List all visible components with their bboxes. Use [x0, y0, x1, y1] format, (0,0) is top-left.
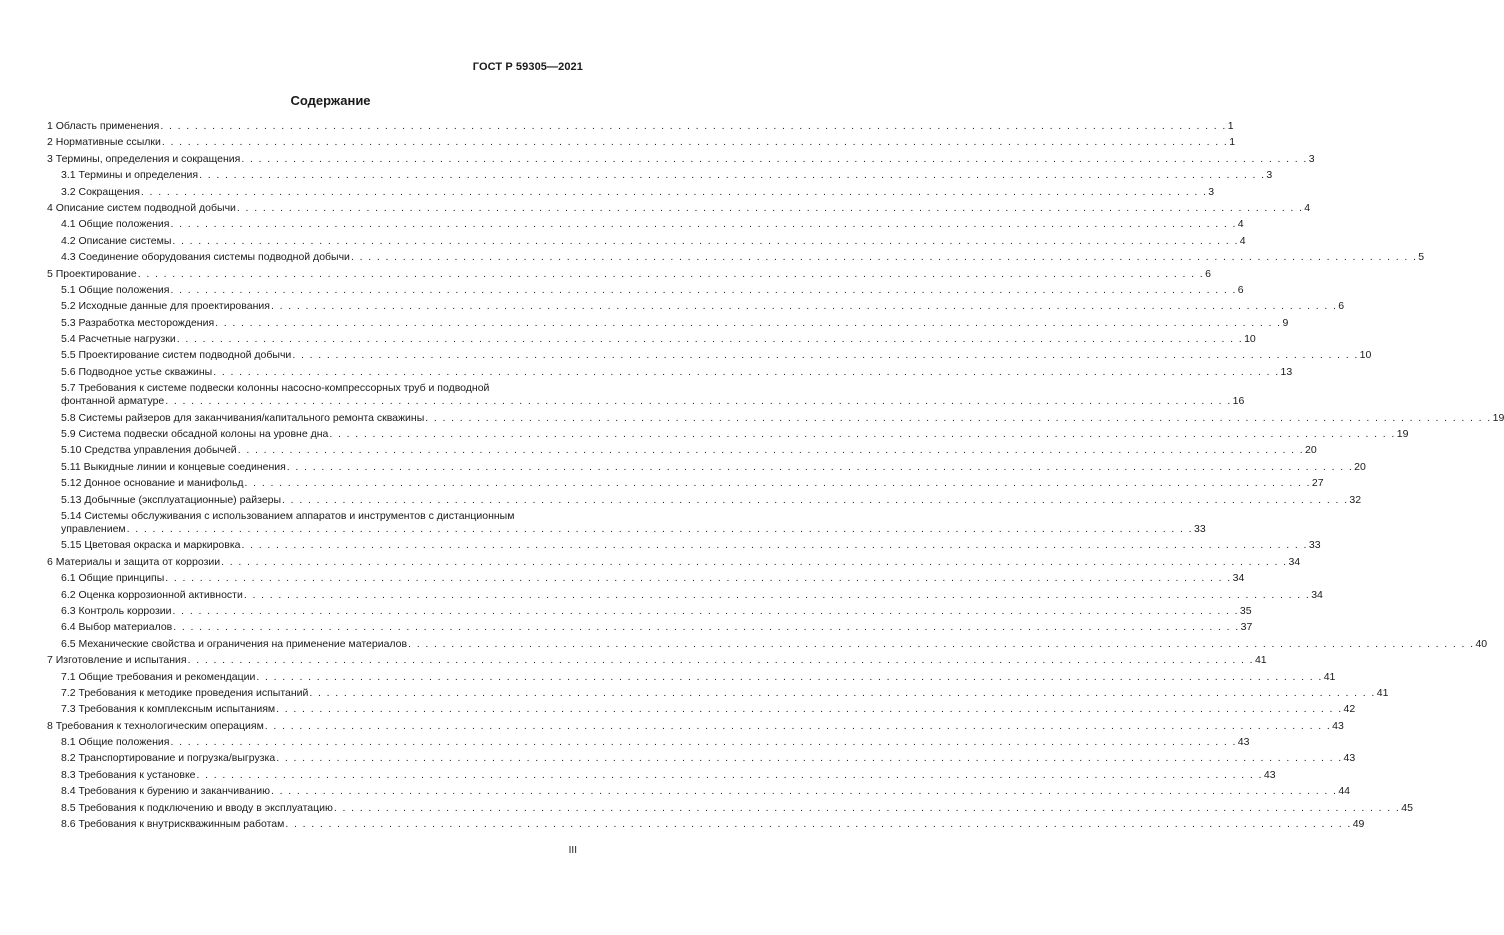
toc-entry[interactable] [47, 719, 1344, 733]
toc-entry[interactable] [47, 120, 1234, 133]
toc-entry-page: 1 [1227, 120, 1234, 132]
toc-entry-title: 5.13 Добычные (эксплуатационные) райзеры [61, 493, 282, 506]
toc-entry-title: 8.1 Общие положения [61, 736, 170, 749]
toc-entry[interactable] [47, 234, 1246, 248]
dot-leader [271, 785, 1337, 798]
dot-leader [173, 605, 1239, 618]
toc-entry-title: 1 Область применения [47, 120, 160, 132]
dot-leader [199, 169, 1265, 182]
toc-entry-page: 19 [1396, 428, 1409, 441]
standard-code: ГОСТ Р 59305—2021 [472, 61, 583, 73]
dot-leader [177, 333, 1243, 346]
toc-entry-title: 4.3 Соединение оборудования системы подводной добычи [61, 251, 350, 264]
toc-entry-title: 5.10 Средства управления добычей [61, 444, 237, 457]
toc-entry-page: 20 [1354, 460, 1366, 473]
toc-entry-title: 8.3 Требования к установке [61, 768, 196, 781]
dot-leader [241, 153, 1307, 166]
toc-entry-title: 3 Термины, определения и сокращения [47, 152, 241, 165]
toc-entry-page: 34 [1288, 555, 1301, 568]
toc-entry[interactable] [47, 316, 1289, 330]
toc-entry[interactable] [47, 736, 1250, 749]
toc-entry-page: 33 [1194, 522, 1206, 535]
toc-entry-page: 45 [1401, 801, 1413, 814]
toc-entry-title: 5.9 Система подвески обсадной колоны на уровне дна [61, 428, 329, 441]
dot-leader [309, 687, 1375, 700]
toc-entry-title: 6.4 Выбор материалов [61, 621, 173, 634]
toc-entry-title: 5.11 Выкидные линии и концевые соединения [61, 460, 286, 473]
dot-leader [242, 539, 1308, 552]
toc-entry-page: 41 [1376, 686, 1389, 699]
toc-entry-page: 6 [1338, 300, 1345, 313]
toc-entry[interactable] [47, 349, 1372, 362]
dot-leader [334, 802, 1400, 815]
dot-leader [162, 136, 1228, 149]
dot-leader [329, 428, 1395, 441]
toc-entry-page: 1 [1229, 136, 1236, 149]
toc-entry[interactable] [47, 267, 1211, 281]
toc-entry[interactable] [47, 555, 1301, 569]
toc-entry-page: 49 [1352, 818, 1365, 831]
toc-entry-page: 37 [1240, 621, 1253, 634]
dot-leader [282, 494, 1348, 507]
toc-entry-page: 10 [1244, 333, 1256, 346]
dot-leader [276, 752, 1342, 765]
toc-entry[interactable] [47, 201, 1311, 215]
dot-leader [165, 572, 1231, 585]
toc-entry-title: 5.3 Разработка месторождения [61, 316, 215, 329]
toc-entry-title: 8.6 Требования к внутрискважинным работам [61, 818, 285, 831]
toc-entry[interactable] [47, 460, 1366, 474]
toc-entry-page: 42 [1343, 703, 1356, 716]
toc-entry-title: 4.2 Описание системы [61, 234, 172, 247]
toc-entry-page: 10 [1359, 349, 1372, 362]
toc-entry-page: 5 [1418, 251, 1425, 264]
toc-entry[interactable] [47, 382, 1245, 408]
toc-entry-page: 33 [1308, 539, 1321, 552]
toc-entry-page: 43 [1263, 768, 1276, 781]
toc-entry-page: 3 [1308, 152, 1315, 165]
dot-leader [197, 769, 1263, 782]
toc-entry-page: 41 [1254, 654, 1267, 667]
toc-entry-title: 6.2 Оценка коррозионной активности [61, 588, 243, 601]
toc-entry-title: 5.14 Системы обслуживания с использованием аппаратов и инструментов с дистанционным [61, 509, 515, 522]
toc-entry[interactable] [47, 588, 1323, 602]
dot-leader [244, 589, 1310, 602]
toc-entry[interactable] [47, 169, 1273, 182]
dot-leader [165, 395, 1231, 408]
dot-leader [188, 654, 1254, 667]
toc-entry-title: 5.1 Общие положения [61, 283, 170, 296]
toc-entry-page: 34 [1232, 572, 1245, 585]
toc-entry[interactable] [47, 785, 1351, 798]
toc-entry-title: 8.2 Транспортирование и погрузка/выгрузка [61, 752, 276, 765]
toc-entry-page: 27 [1311, 477, 1324, 490]
dot-leader [265, 720, 1331, 733]
dot-leader [292, 349, 1358, 362]
toc-entry-title: 5.6 Подводное устье скважины [61, 365, 213, 378]
dot-leader [425, 412, 1491, 425]
toc-entry[interactable] [47, 185, 1215, 199]
toc-entry-title: 5.5 Проектирование систем подводной добычи [61, 349, 292, 362]
toc-entry[interactable] [47, 493, 1362, 507]
toc-entry[interactable] [47, 539, 1321, 552]
dot-leader [170, 218, 1236, 231]
toc-entry-page: 43 [1332, 719, 1344, 732]
toc-entry-page: 3 [1208, 185, 1215, 198]
toc-entry-page: 4 [1239, 234, 1246, 247]
toc-entry-title-continued: фонтанной арматуре [61, 395, 165, 408]
toc-entry-title: 6.3 Контроль коррозии [61, 604, 172, 617]
toc-entry-page: 19 [1492, 411, 1504, 424]
toc-entry-title: 3.1 Термины и определения [61, 169, 199, 182]
toc-entry-title: 7 Изготовление и испытания [47, 654, 187, 667]
toc-entry[interactable] [47, 152, 1315, 166]
toc-entry-title: 5.2 Исходные данные для проектирования [61, 300, 270, 313]
toc-entry[interactable] [47, 411, 1504, 425]
toc-entry-page: 6 [1205, 267, 1211, 280]
toc-entry-title: 8.5 Требования к подключению и вводу в эксплуатацию [61, 801, 333, 814]
toc-entry-page: 4 [1304, 201, 1311, 214]
toc-entry-title: 5.7 Требования к системе подвески колонны насосно-компрессорных труб и подводной [61, 382, 490, 395]
dot-leader [160, 120, 1226, 133]
toc-entry[interactable] [47, 768, 1276, 782]
dot-leader [141, 186, 1207, 199]
toc-entry-title: 3.2 Сокращения [61, 185, 140, 198]
toc-entry-title: 5.8 Системы райзеров для заканчивания/капитального ремонта скважины [61, 411, 425, 424]
table-of-contents [47, 120, 1504, 834]
toc-entry-page: 34 [1311, 588, 1323, 601]
dot-leader [276, 703, 1342, 716]
toc-entry-page: 43 [1237, 736, 1250, 749]
toc-entry-page: 41 [1323, 670, 1336, 683]
toc-entry-title: 2 Нормативные ссылки [47, 136, 161, 149]
toc-entry-page: 13 [1280, 365, 1293, 378]
toc-entry-title: 7.2 Требования к методике проведения испытаний [61, 686, 309, 699]
toc-entry[interactable] [47, 654, 1267, 667]
toc-entry-title: 4.1 Общие положения [61, 218, 170, 231]
toc-entry[interactable] [47, 428, 1409, 441]
toc-entry-title: 8.4 Требования к бурению и заканчиванию [61, 785, 270, 798]
dot-leader [238, 444, 1304, 457]
toc-entry[interactable] [47, 703, 1356, 716]
toc-entry-title: 7.1 Общие требования и рекомендации [61, 670, 256, 683]
toc-entry[interactable] [47, 621, 1253, 634]
toc-entry[interactable] [47, 136, 1236, 149]
toc-entry[interactable] [47, 752, 1356, 765]
toc-entry[interactable] [47, 670, 1336, 684]
toc-entry-title: 4 Описание систем подводной добычи [47, 201, 236, 214]
toc-entry[interactable] [47, 818, 1365, 831]
dot-leader [215, 317, 1281, 330]
toc-entry-title: 6 Материалы и защита от коррозии [47, 555, 221, 568]
toc-entry[interactable] [47, 572, 1245, 585]
dot-leader [287, 461, 1353, 474]
toc-entry-page: 4 [1237, 218, 1244, 231]
dot-leader [127, 523, 1193, 536]
dot-leader [138, 268, 1204, 281]
dot-leader [408, 638, 1474, 651]
toc-entry-title: 5 Проектирование [47, 267, 137, 280]
toc-entry[interactable] [47, 300, 1345, 313]
toc-entry-title: 5.12 Донное основание и манифольд [61, 477, 244, 490]
toc-entry-title: 7.3 Требования к комплексным испытаниям [61, 703, 276, 716]
dot-leader [173, 621, 1239, 634]
dot-leader [172, 235, 1238, 248]
toc-entry-page: 32 [1349, 493, 1362, 506]
toc-entry-page: 20 [1305, 444, 1317, 457]
toc-entry[interactable] [47, 218, 1244, 231]
toc-entry[interactable] [47, 333, 1256, 346]
toc-entry-title: 5.4 Расчетные нагрузки [61, 333, 176, 346]
toc-entry[interactable] [47, 637, 1488, 651]
dot-leader [351, 251, 1417, 264]
dot-leader [256, 671, 1322, 684]
toc-entry[interactable] [47, 365, 1293, 379]
dot-leader [170, 736, 1236, 749]
toc-entry[interactable] [47, 509, 1206, 536]
dot-leader [237, 202, 1303, 215]
toc-entry-page: 3 [1266, 169, 1273, 182]
toc-entry-page: 6 [1237, 283, 1244, 296]
toc-entry[interactable] [47, 477, 1324, 490]
toc-entry-title: 5.15 Цветовая окраска и маркировка [61, 539, 241, 552]
toc-entry[interactable] [47, 686, 1389, 700]
toc-entry[interactable] [47, 801, 1413, 815]
toc-entry-page: 16 [1232, 395, 1245, 408]
toc-entry-page: 44 [1338, 785, 1351, 798]
page-number: III [568, 845, 577, 856]
dot-leader [170, 284, 1236, 297]
dot-leader [271, 300, 1337, 313]
toc-entry-page: 35 [1239, 604, 1252, 617]
dot-leader [285, 818, 1351, 831]
dot-leader [213, 366, 1279, 379]
toc-entry[interactable] [47, 604, 1252, 618]
dot-leader [245, 477, 1311, 490]
toc-entry[interactable] [47, 251, 1425, 264]
toc-entry[interactable] [47, 283, 1244, 297]
toc-entry-page: 9 [1282, 316, 1289, 329]
toc-entry-title: 6.5 Механические свойства и ограничения на применение материалов [61, 637, 408, 650]
toc-entry[interactable] [47, 444, 1317, 457]
toc-title: Содержание [290, 93, 371, 108]
dot-leader [221, 556, 1287, 569]
toc-entry-title: 6.1 Общие принципы [61, 572, 165, 585]
toc-entry-title: 8 Требования к технологическим операциям [47, 719, 264, 732]
toc-entry-title-continued: управлением [61, 522, 126, 535]
toc-entry-page: 43 [1343, 752, 1356, 765]
toc-entry-page: 40 [1475, 637, 1488, 650]
